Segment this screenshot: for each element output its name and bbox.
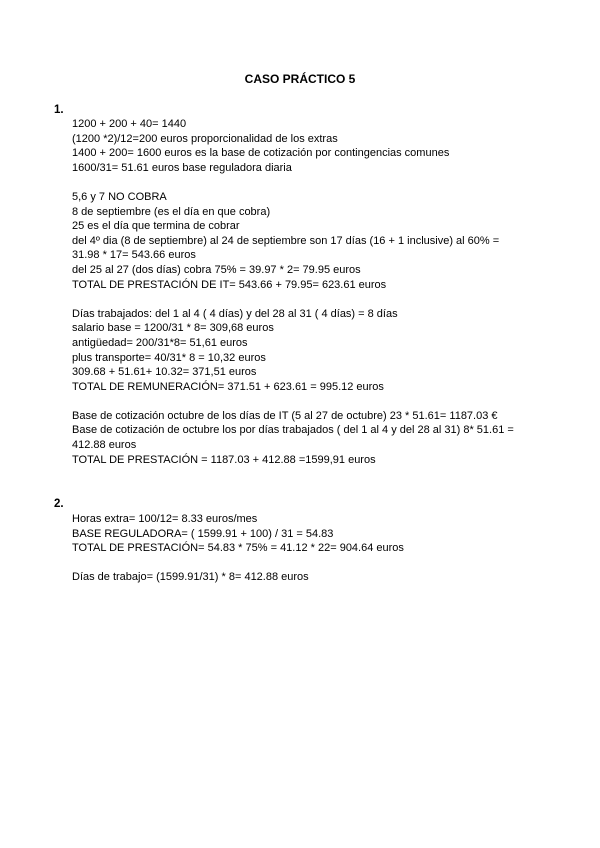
spacer (72, 556, 404, 571)
text-line: Horas extra= 100/12= 8.33 euros/mes (72, 513, 258, 525)
text-line: 25 es el día que termina de cobrar (72, 220, 240, 233)
text-line: 8 de septiembre (es el día en que cobra) (72, 205, 271, 218)
text-line: Base de cotización octubre de los días de IT (5 al 27 de octubre) 23 * 51.61= 1187.03 € (72, 409, 498, 422)
text-line: TOTAL DE PRESTACIÓN= 54.83 * 75% = 41.12 * 22= 904.64 euros (72, 542, 404, 555)
text-line: 31.98 * 17= 543.66 euros (72, 249, 196, 262)
spacer (72, 394, 514, 409)
section-number-1: 1. (54, 104, 64, 116)
text-line: 309.68 + 51.61+ 10.32= 371,51 euros (72, 366, 257, 379)
text-line: Días trabajados: del 1 al 4 ( 4 días) y del 28 al 31 ( 4 días) = 8 días (72, 307, 398, 320)
spacer (72, 292, 514, 307)
text-line: antigüedad= 200/31*8= 51,61 euros (72, 336, 248, 349)
text-line: 5,6 y 7 NO COBRA (72, 190, 167, 203)
text-line: TOTAL DE REMUNERACIÓN= 371.51 + 623.61 = 995.12 euros (72, 380, 384, 393)
text-line: Días de trabajo= (1599.91/31) * 8= 412.88 euros (72, 571, 309, 584)
text-line: 1200 + 200 + 40= 1440 (72, 118, 187, 130)
text-line: (1200 *2)/12=200 euros proporcionalidad de los extras (72, 132, 338, 145)
text-line: TOTAL DE PRESTACIÓN = 1187.03 + 412.88 =1599,91 euros (72, 453, 376, 466)
section-1-body (72, 117, 514, 467)
text-line: del 4º dia (8 de septiembre) al 24 de septiembre son 17 días (16 + 1 inclusive) al 60% = (72, 234, 500, 247)
text-line: 1600/31= 51.61 euros base reguladora diaria (72, 161, 292, 174)
text-line: salario base = 1200/31 * 8= 309,68 euros (72, 322, 274, 335)
section-2-body (72, 512, 404, 585)
text-line: BASE REGULADORA= ( 1599.91 + 100) / 31 = 54.83 (72, 527, 334, 540)
text-line: plus transporte= 40/31* 8 = 10,32 euros (72, 351, 266, 364)
text-line: 412.88 euros (72, 439, 137, 452)
text-line: Base de cotización de octubre los por días trabajados ( del 1 al 4 y del 28 al 31) 8* 51.61 = (72, 424, 514, 437)
section-number-2: 2. (54, 498, 64, 510)
text-line: TOTAL DE PRESTACIÓN DE IT= 543.66 + 79.95= 623.61 euros (72, 278, 387, 291)
text-line: 1400 + 200= 1600 euros es la base de cotización por contingencias comunes (72, 147, 450, 160)
page-title: CASO PRÁCTICO 5 (244, 72, 356, 86)
spacer (72, 175, 514, 190)
text-line: del 25 al 27 (dos días) cobra 75% = 39.97 * 2= 79.95 euros (72, 263, 361, 276)
